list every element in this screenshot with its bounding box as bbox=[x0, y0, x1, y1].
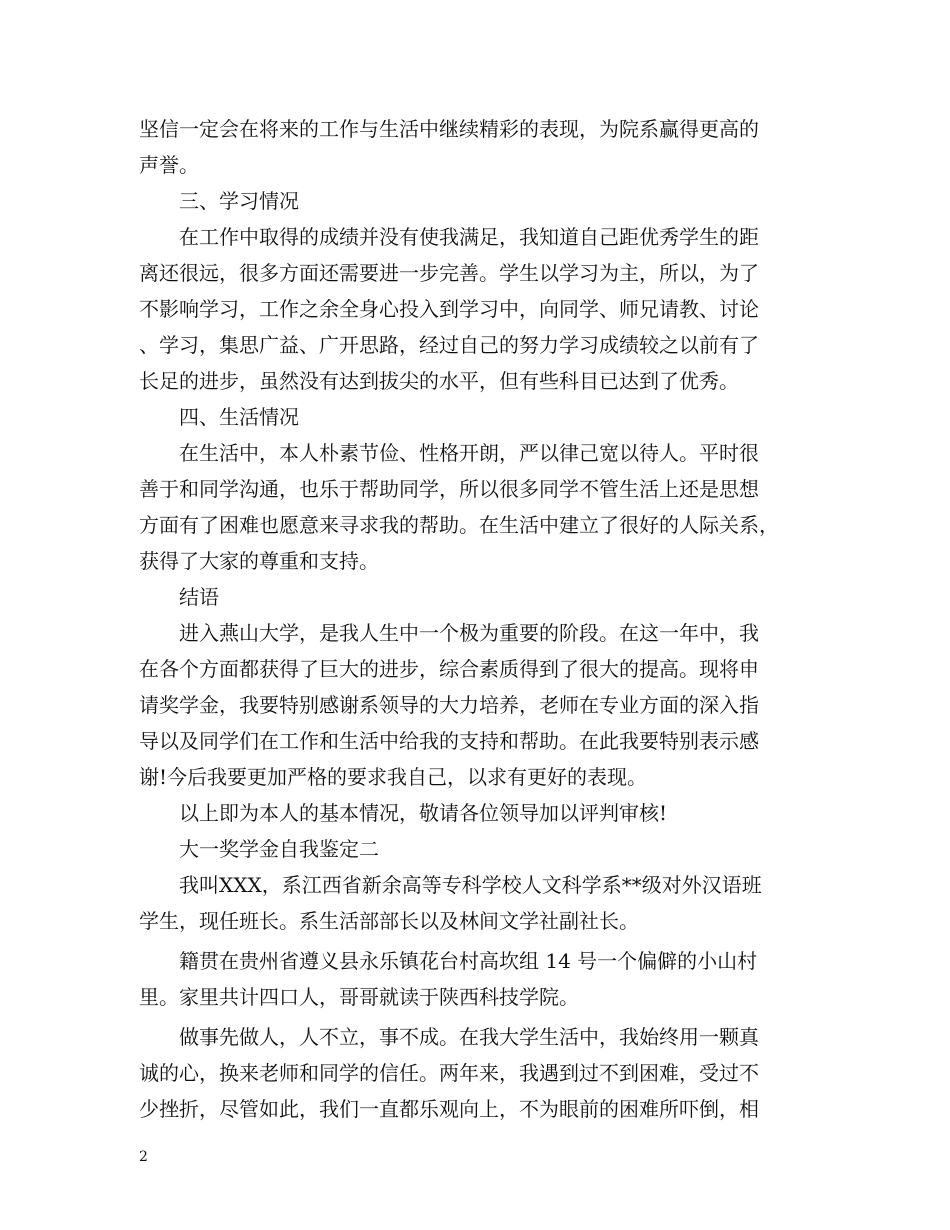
text-line: 我叫XXX，系江西省新余高等专科学校人文科学系**级对外汉语班 bbox=[179, 873, 762, 897]
text-line: 在生活中，本人朴素节俭、性格开朗，严以律己宽以待人。平时很 bbox=[179, 441, 759, 465]
text-line: 导以及同学们在工作和生活中给我的支持和帮助。在此我要特别表示感 bbox=[139, 729, 759, 753]
text-line: 谢!今后我要更加严格的要求我自己，以求有更好的表现。 bbox=[139, 765, 648, 789]
section-heading: 大一奖学金自我鉴定二 bbox=[179, 837, 379, 861]
text-line: 进入燕山大学，是我人生中一个极为重要的阶段。在这一年中，我 bbox=[179, 621, 759, 645]
page-number: 2 bbox=[139, 1149, 148, 1165]
text-line: 学生，现任班长。系生活部部长以及林间文学社副社长。 bbox=[139, 909, 639, 933]
text-line: 方面有了困难也愿意来寻求我的帮助。在生活中建立了很好的人际关系， bbox=[139, 513, 779, 537]
text-line: 获得了大家的尊重和支持。 bbox=[139, 549, 379, 573]
text-line: 诚的心，换来老师和同学的信任。两年来，我遇到过不到困难，受过不 bbox=[139, 1061, 759, 1085]
text-line: 善于和同学沟通，也乐于帮助同学，所以很多同学不管生活上还是思想 bbox=[139, 477, 759, 501]
document-body bbox=[139, 111, 819, 1127]
text-line: 不影响学习，工作之余全身心投入到学习中，向同学、师兄请教、讨论 bbox=[139, 297, 759, 321]
text-line: 离还很远，很多方面还需要进一步完善。学生以学习为主，所以，为了 bbox=[139, 261, 759, 285]
text-line: 在工作中取得的成绩并没有使我满足，我知道自己距优秀学生的距 bbox=[179, 225, 759, 249]
section-heading: 三、学习情况 bbox=[179, 189, 299, 213]
text-line: 里。家里共计四口人，哥哥就读于陕西科技学院。 bbox=[139, 985, 579, 1009]
section-heading: 四、生活情况 bbox=[179, 405, 299, 429]
text-line: 、学习，集思广益、广开思路，经过自己的努力学习成绩较之以前有了 bbox=[139, 333, 759, 357]
text-line: 少挫折，尽管如此，我们一直都乐观向上，不为眼前的困难所吓倒，相 bbox=[139, 1097, 759, 1121]
text-line: 做事先做人，人不立，事不成。在我大学生活中，我始终用一颗真 bbox=[179, 1025, 759, 1049]
text-line: 声誉。 bbox=[139, 153, 199, 177]
text-line: 以上即为本人的基本情况，敬请各位领导加以评判审核! bbox=[179, 801, 668, 825]
text-line: 坚信一定会在将来的工作与生活中继续精彩的表现，为院系赢得更高的 bbox=[139, 117, 759, 141]
section-heading: 结语 bbox=[179, 585, 219, 609]
text-line: 籍贯在贵州省遵义县永乐镇花台村高坎组 14 号一个偏僻的小山村 bbox=[179, 949, 758, 973]
text-line: 在各个方面都获得了巨大的进步，综合素质得到了很大的提高。现将申 bbox=[139, 657, 759, 681]
text-line: 长足的进步，虽然没有达到拔尖的水平，但有些科目已达到了优秀。 bbox=[139, 369, 739, 393]
text-line: 请奖学金，我要特别感谢系领导的大力培养，老师在专业方面的深入指 bbox=[139, 693, 759, 717]
